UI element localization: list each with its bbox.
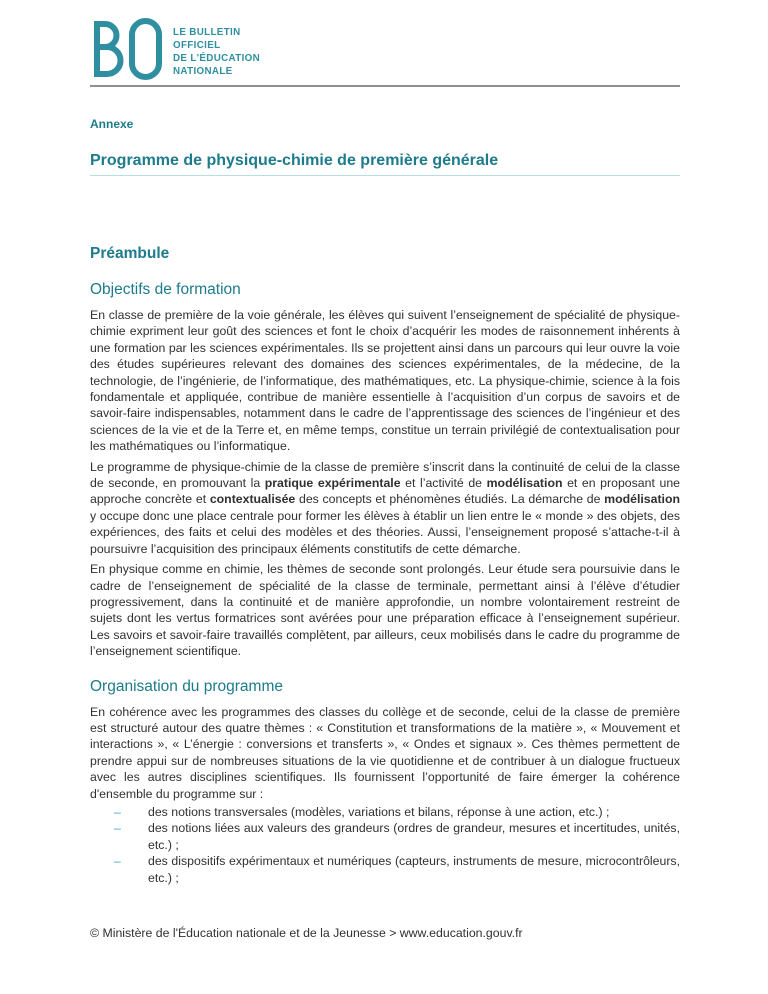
dash-bullet-icon: – (114, 821, 121, 836)
dash-bullet-icon: – (114, 804, 121, 819)
document-title: Programme de physique-chimie de première générale (90, 152, 680, 176)
bo-logo-wordmark (173, 26, 260, 78)
objectifs-heading: Objectifs de formation (90, 281, 241, 298)
bo-monogram-icon (90, 18, 162, 80)
paragraph-objectifs-1: En classe de première de la voie générale, les élèves qui suivent l’enseignement de spécialité de physique-chimie expriment leur goût des sciences et font le choix d’acquérir les modes de raisonnement inhérents à une formation par les sciences expérimentales. Ils se projettent ainsi dans un parcours qui leur ouvre la voie des études supérieures relevant des domaines des sciences expérimentales, de la médecine, de la technologie, de l’ingénierie, de l’informatique, des mathématiques, etc. La physique-chimie, science à la fois fondamentale et appliquée, contribue de manière essentielle à l’acquisition d’un corpus de savoirs et de savoir-faire indispensables, notamment dans le cadre de l’apprentissage des sciences de l’ingénieur et des sciences de la vie et de la Terre et, en même temps, constitue un terrain privilégié de contextualisation pour les mathématiques ou l’informatique. (90, 308, 680, 454)
header-divider (90, 85, 680, 87)
dash-bullet-icon: – (114, 854, 121, 869)
paragraph-objectifs-3: En physique comme en chimie, les thèmes de seconde sont prolongés. Leur étude sera poursuivie dans le cadre de l’enseignement de spécialité de la classe de terminale, permettant ainsi à l’élève d’étudier progressivement, dans la continuité et de manière approfondie, un nombre volontairement restreint de sujets dont les vertus formatrices sont avérées pour une préparation efficace à l’enseignement supérieur. Les savoirs et savoir-faire travaillés complètent, par ailleurs, ceux mobilisés dans le cadre du programme de l’enseignement scientifique. (90, 562, 680, 659)
logo-line: LE BULLETIN (173, 27, 241, 38)
list-item (90, 820, 680, 853)
bullet-list (90, 804, 680, 886)
logo-line: OFFICIEL (173, 40, 221, 51)
list-item-text: des notions transversales (modèles, variations et bilans, réponse à une action, etc.) ; (148, 804, 610, 819)
annexe-label: Annexe (90, 117, 134, 131)
logo-line: NATIONALE (173, 66, 233, 77)
list-item-text: des dispositifs expérimentaux et numériques (capteurs, instruments de mesure, microcontrôleurs, etc.) ; (148, 854, 680, 885)
bo-header (90, 18, 680, 87)
list-item-text: des notions liées aux valeurs des grandeurs (ordres de grandeur, mesures et incertitudes, unités, etc.) ; (148, 821, 680, 852)
organisation-heading: Organisation du programme (90, 677, 283, 695)
paragraph-organisation-1: En cohérence avec les programmes des classes du collège et de seconde, celui de la classe de première est structuré autour des quatre thèmes : « Constitution et transformations de la matière », « Mouvement et interactions », « L’énergie : conversions et transferts », « Ondes et signaux ». Ces thèmes permettent de prendre appui sur de nombreuses situations de la vie quotidienne et de contribuer à un dialogue fructueux avec les autres disciplines scientifiques. Ils fournissent l’opportunité de faire émerger la cohérence d'ensemble du programme sur : (90, 704, 680, 801)
bo-logo (90, 18, 680, 80)
logo-line: DE L'ÉDUCATION (173, 53, 261, 64)
list-item (90, 804, 680, 820)
preambule-heading: Préambule (90, 245, 170, 262)
list-item (90, 853, 680, 886)
paragraph-objectifs-2: Le programme de physique-chimie de la classe de première s’inscrit dans la continuité de celui de la classe de seconde, en promouvant la pratique expérimentale et l’activité de modélisation et en proposant une approche concrète et contextualisée des concepts et phénomènes étudiés. La démarche de modélisation y occupe donc une place centrale pour former les élèves à établir un lien entre le « monde » des objets, des expériences, des faits et celui des modèles et des théories. Aussi, l’enseignement proposé s’attache-t-il à poursuivre l’acquisition des principaux éléments constitutifs de cette démarche. (90, 459, 680, 556)
page-footer: © Ministère de l'Éducation nationale et de la Jeunesse > www.education.gouv.fr (90, 926, 523, 940)
